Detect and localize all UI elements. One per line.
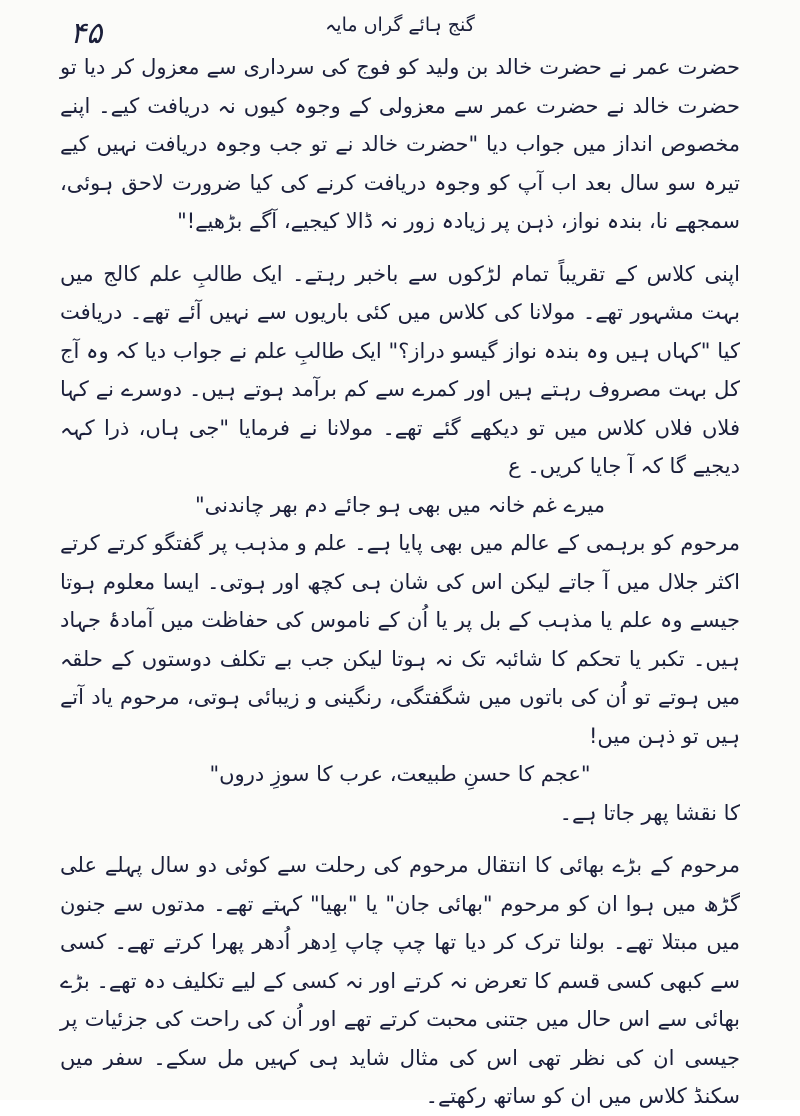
- body-text: [60, 48, 740, 1116]
- paragraph-khalid: حضرت عمر نے حضرت خالد بن ولید کو فوج کی سرداری سے معزول کر دیا تو حضرت خالد نے حضرت عمر سے معزولی کے وجوہ کیوں نہ دریافت کیے۔ اپنے مخصوص انداز میں جواب دیا "حضرت خالد نے تو جب وجوہ دریافت نہیں کیے تیرہ سو سال بعد اب آپ کو وجوہ دریافت کرنے کی کیا ضرورت لاحق ہوئی، سمجھے نا، بندہ نواز، ذہن پر زیادہ زور نہ ڈالا کیجیے، آگے بڑھیے!": [60, 55, 740, 233]
- verse-moonlight: میرے غم خانہ میں بھی ہو جائے دم بھر چاندنی": [194, 492, 606, 517]
- paragraph-class-students: اپنی کلاس کے تقریباً تمام لڑکوں سے باخبر رہتے۔ ایک طالبِ علم کالج میں بہت مشہور تھے۔ مولانا کی کلاس میں کئی باریوں سے نہیں آئے تھے۔ دریافت کیا "کہاں ہیں وہ بندہ نواز گیسو دراز؟" ایک طالبِ علم نے جواب دیا کہ وہ آج کل بہت مصروف رہتے ہیں اور کمرے سے کم برآمد ہوتے ہیں۔ دوسرے نے کہا فلاں فلاں کلاس میں تو دیکھے گئے تھے۔ مولانا نے فرمایا "جی ہاں، ذرا کہہ دیجیے گا کہ آ جایا کریں۔ ع: [60, 261, 740, 478]
- paragraph-gap: [60, 832, 740, 846]
- paragraph-elder-brother: مرحوم کے بڑے بھائی کا انتقال مرحوم کی رحلت سے کوئی دو سال پہلے علی گڑھ میں ہوا ان کو مرحوم "بھائی جان" یا "بھیا" کہتے تھے۔ مدتوں سے جنون میں مبتلا تھے۔ بولنا ترک کر دیا تھا چپ چاپ اِدھر اُدھر پھرا کرتے تھے۔ کسی سے کبھی کسی قسم کا تعرض نہ کرتے اور نہ کسی کے لیے تکلیف دہ تھے۔ بڑے بھائی سے اس حال میں جتنی محبت کرتے تھے اور اُن کی راحت کی جزئیات پر جیسی ان کی نظر تھی اس کی مثال شاید ہی کہیں مل سکے۔ سفر میں سکنڈ کلاس میں ان کو ساتھ رکھتے۔: [60, 853, 740, 1108]
- paragraph-temperament-end: کا نقشا پھر جاتا ہے۔: [559, 800, 740, 825]
- page-number: ۴۵: [70, 16, 103, 51]
- running-title: گنج ہائے گراں مایہ: [325, 14, 475, 36]
- verse-ajam-arab: "عجم کا حسنِ طبیعت، عرب کا سوزِ دروں": [209, 762, 591, 786]
- paragraph-temperament: مرحوم کو برہمی کے عالم میں بھی پایا ہے۔ علم و مذہب پر گفتگو کرتے کرتے اکثر جلال میں آ جاتے لیکن اس کی شان ہی کچھ اور ہوتی۔ ایسا معلوم ہوتا جیسے وہ علم یا مذہب کے بل پر یا اُن کے ناموس کی حفاظت میں آمادۂ جہاد ہیں۔ تکبر یا تحکم کا شائبہ تک نہ ہوتا لیکن جب بے تکلف دوستوں کے حلقہ میں ہوتے تو اُن کی باتوں میں شگفتگی، رنگینی و زیبائی ہوتی، مرحوم یاد آتے ہیں تو ذہن میں!: [60, 531, 740, 748]
- paragraph-gap: [60, 241, 740, 255]
